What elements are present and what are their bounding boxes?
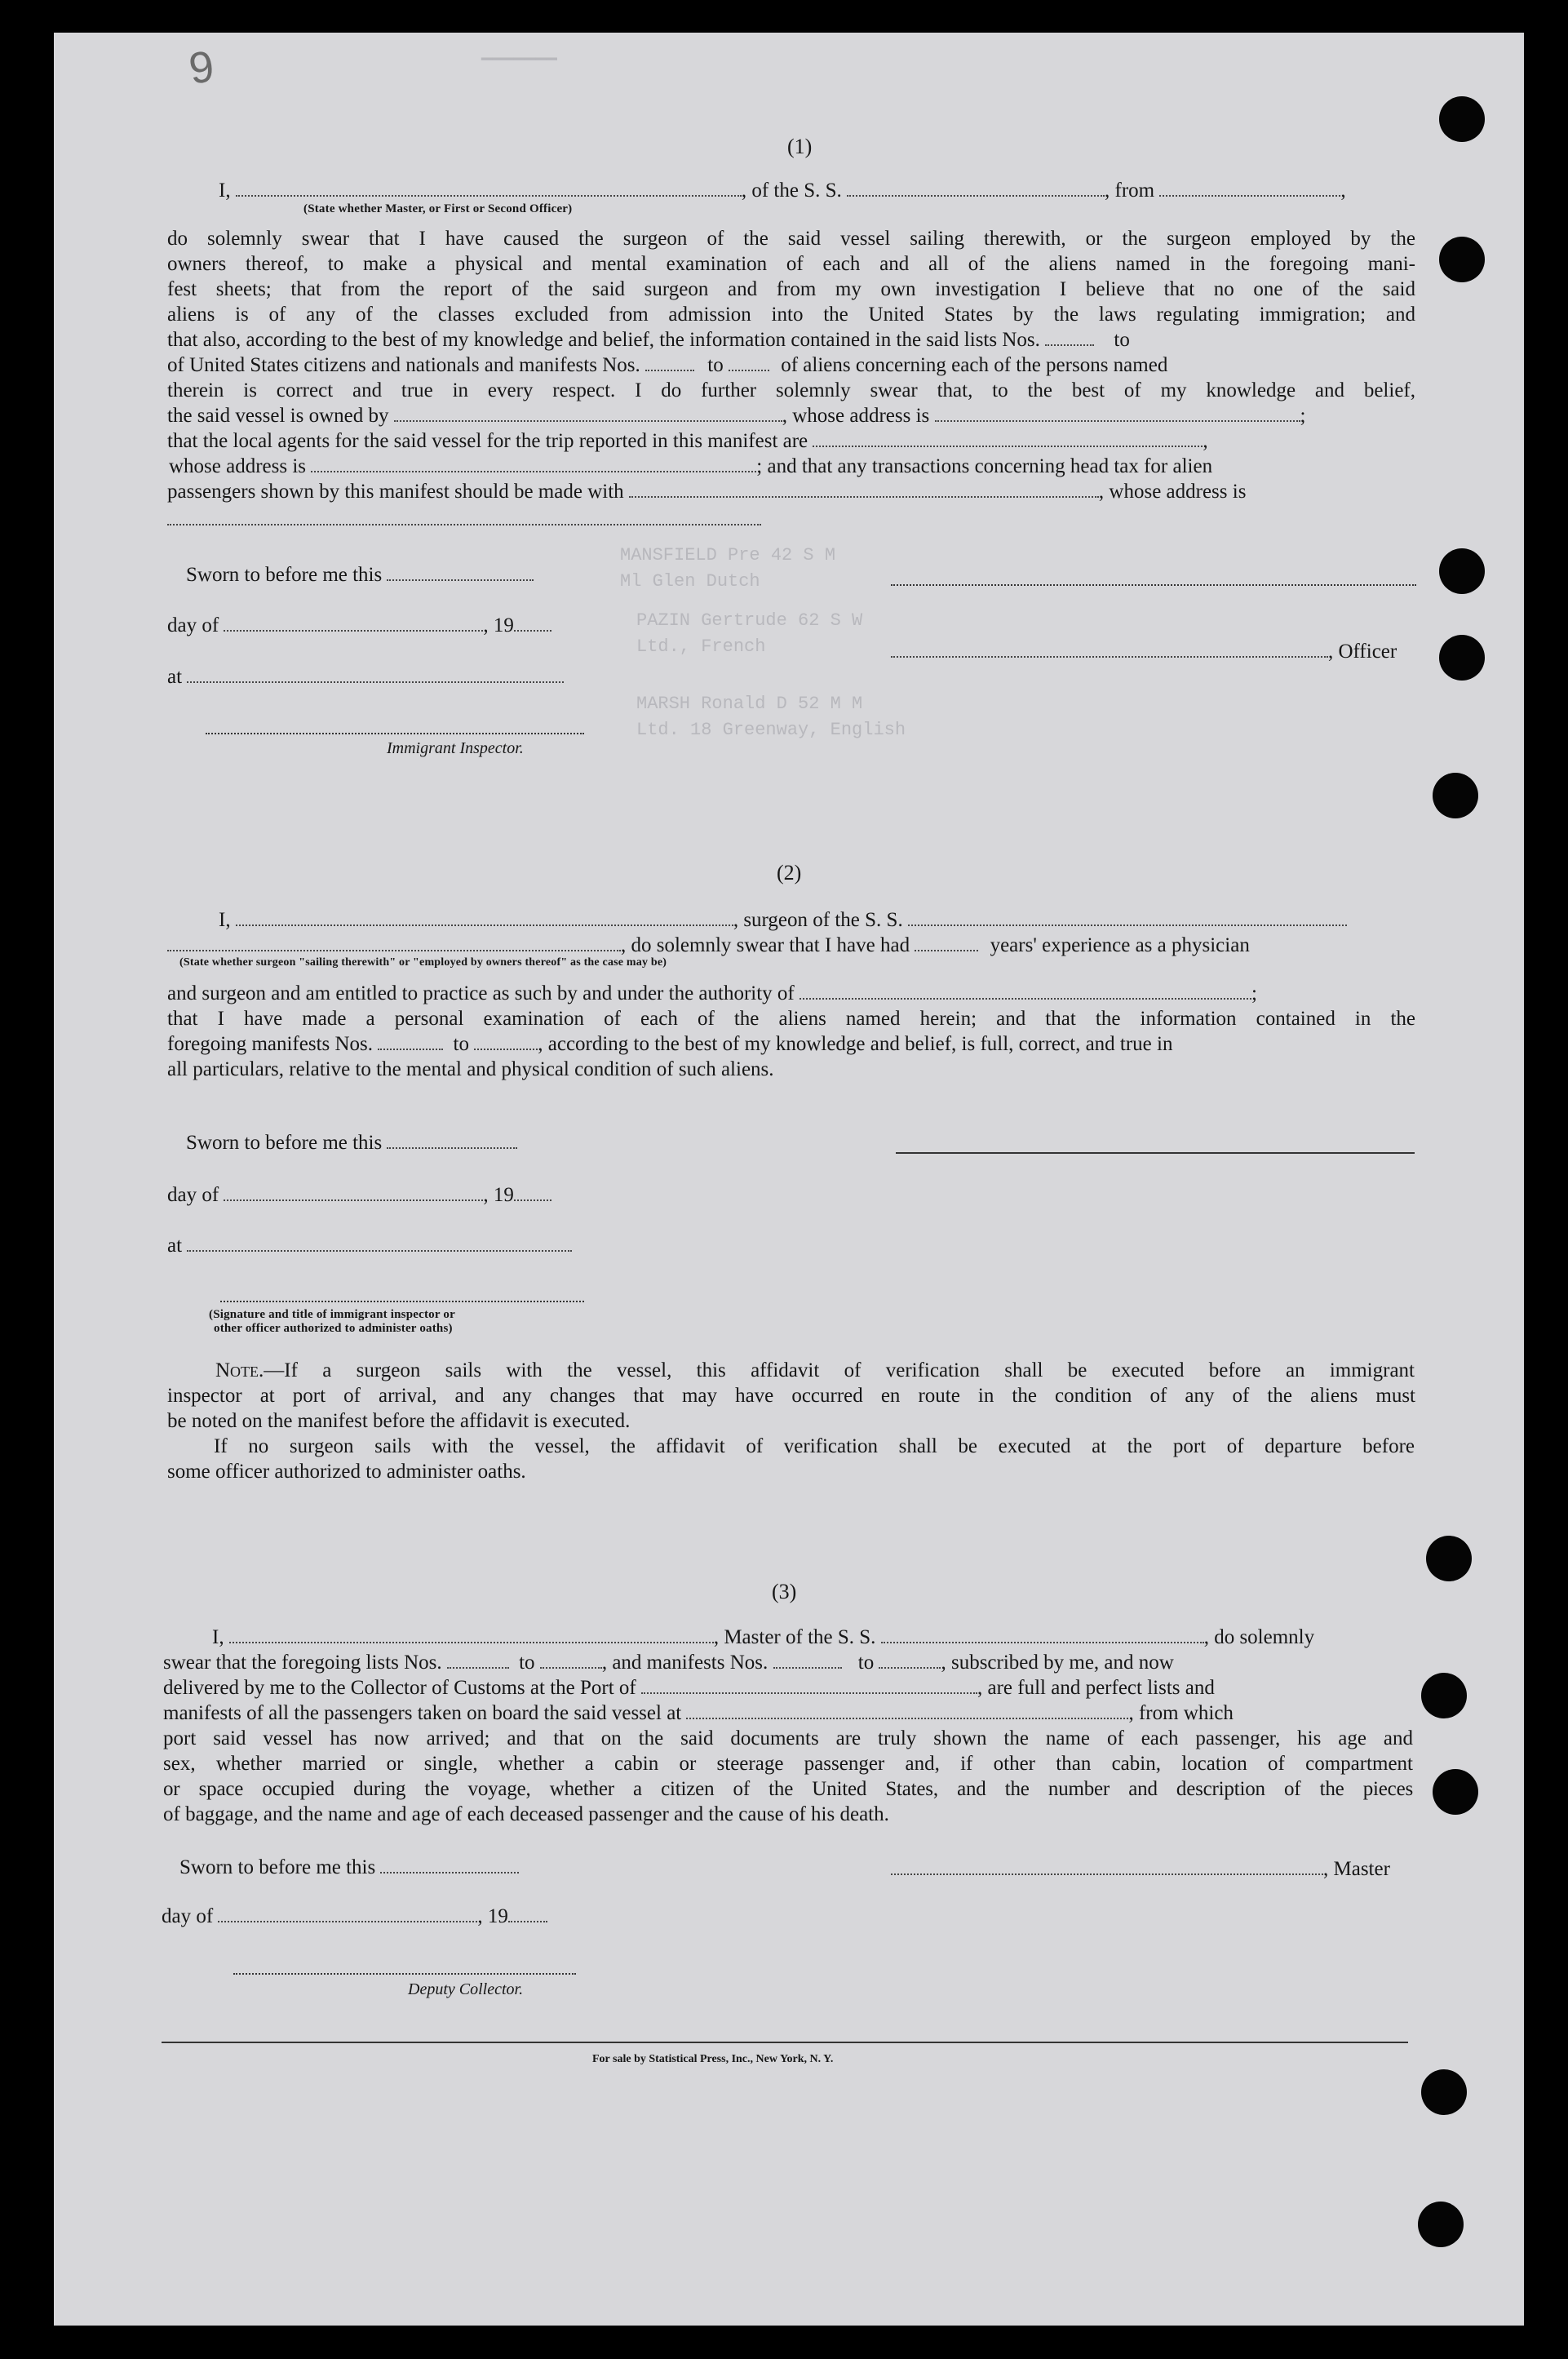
s1-line-1: I, , of the S. S. , from ,: [219, 180, 1346, 202]
s1-officer-caption: (State whether Master, or First or Second Officer): [303, 202, 573, 215]
bleed-through-text: Ml Glen Dutch: [620, 571, 760, 592]
s2-authority-blank[interactable]: [800, 982, 1251, 1000]
s1-line-8: therein is correct and true in every respect. I do further solemnly swear that, to the best of my knowledge and belief,: [167, 379, 1415, 401]
s2-note-line-1: Note.—If a surgeon sails with the vessel, this affidavit of verification shall be executed before an immigrant: [215, 1359, 1415, 1381]
punch-hole: [1439, 96, 1485, 142]
s2-signature-caption-2: other officer authorized to administer oaths): [214, 1322, 453, 1335]
s2-line-2: , do solemnly swear that I have had years' experience as a physician: [167, 933, 1415, 958]
s3-collector-label: Deputy Collector.: [408, 1980, 524, 1998]
s3-line-7: or space occupied during the voyage, whether a citizen of the United States, and the number and description of the pieces: [163, 1778, 1413, 1800]
s3-master-signature-blank[interactable]: [891, 1857, 1323, 1875]
s3-collector-signature-line[interactable]: [233, 1973, 576, 1975]
punch-hole: [1426, 1536, 1472, 1581]
punch-hole: [1433, 773, 1478, 818]
s1-from-blank[interactable]: [1159, 179, 1340, 197]
s3-port-blank[interactable]: [641, 1676, 977, 1694]
bleed-through-text: ▔▔▔▔▔▔▔: [481, 60, 557, 80]
s1-line-2: do solemnly swear that I have caused the surgeon of the said vessel sailing therewith, or the surgeon employed by the: [167, 228, 1415, 250]
s2-inspector-signature-line[interactable]: [220, 1301, 584, 1302]
s1-agents-address-blank[interactable]: [311, 455, 756, 472]
s1-month-blank[interactable]: [224, 614, 483, 632]
s1-lists-from-blank[interactable]: [1045, 328, 1094, 346]
s1-line-12: passengers shown by this manifest should be made with , whose address is: [167, 481, 1247, 503]
s2-line-3: and surgeon and am entitled to practice as such by and under the authority of ;: [167, 982, 1257, 1004]
punch-hole: [1421, 2069, 1467, 2115]
s1-inspector-signature-line[interactable]: [206, 733, 584, 734]
s2-vessel-blank[interactable]: [908, 908, 1347, 926]
s3-line-5: port said vessel has now arrived; and that on the said documents are truly shown the name of each passenger, his age and: [163, 1727, 1413, 1749]
s1-day-of: day of , 19: [167, 614, 551, 637]
s2-status-caption: (State whether surgeon "sailing therewith" or "employed by owners thereof" as the case may be): [179, 956, 667, 969]
s1-head-tax-address-blank[interactable]: [167, 508, 761, 525]
s2-manifest-to-blank[interactable]: [474, 1032, 538, 1050]
s1-manifest-to-blank[interactable]: [729, 353, 769, 371]
bleed-through-text: Ltd. 18 Greenway, English: [636, 720, 906, 740]
s2-day-of: day of , 19: [167, 1183, 551, 1207]
s1-line-5: aliens is of any of the classes excluded from admission into the United States by the laws regulating immigration; and: [167, 304, 1415, 326]
s1-officer-blank[interactable]: [236, 179, 742, 197]
s2-note-line-3: be noted on the manifest before the affidavit is executed.: [167, 1410, 631, 1432]
s1-at-blank[interactable]: [187, 665, 564, 683]
s1-manifest-from-blank[interactable]: [645, 353, 694, 371]
s3-line-2: swear that the foregoing lists Nos. to , and manifests Nos. to , subscribed by me, and now: [163, 1652, 1174, 1674]
s2-sworn: Sworn to before me this: [186, 1131, 517, 1155]
bleed-through-text: PAZIN Gertrude 62 S W: [636, 610, 863, 631]
s1-owner-blank[interactable]: [394, 404, 782, 422]
s2-manifest-from-blank[interactable]: [378, 1032, 443, 1050]
s1-master-signature-line[interactable]: [891, 584, 1416, 586]
s2-line-5: foregoing manifests Nos. to , according to the best of my knowledge and belief, is full, correct, and true in: [167, 1033, 1173, 1055]
s3-master-name-blank[interactable]: [229, 1625, 714, 1643]
s2-signature-caption-1: (Signature and title of immigrant inspector or: [209, 1308, 455, 1321]
s2-sworn-day-blank[interactable]: [387, 1131, 517, 1149]
s2-note-line-4: If no surgeon sails with the vessel, the affidavit of verification shall be executed at the port of departure before: [214, 1435, 1415, 1457]
s3-line-8: of baggage, and the name and age of each deceased passenger and the cause of his death.: [163, 1803, 889, 1825]
footer-rule: [162, 2042, 1408, 2043]
s1-sworn-day-blank[interactable]: [387, 563, 534, 581]
s3-lists-to-blank[interactable]: [540, 1651, 602, 1669]
footer-imprint: For sale by Statistical Press, Inc., New York, N. Y.: [592, 2053, 834, 2065]
s2-line-1: I, , surgeon of the S. S.: [219, 907, 1415, 933]
punch-hole: [1433, 1769, 1478, 1815]
s1-inspector-label: Immigrant Inspector.: [387, 739, 524, 757]
s2-status-blank[interactable]: [167, 933, 621, 951]
s1-vessel-blank[interactable]: [847, 179, 1105, 197]
punch-hole: [1421, 1673, 1467, 1718]
s1-line-7: of United States citizens and nationals and manifests Nos. to of aliens concerning each of the persons named: [167, 354, 1168, 376]
punch-hole: [1418, 2202, 1464, 2247]
s3-embark-port-blank[interactable]: [686, 1701, 1128, 1719]
s2-line-4: that I have made a personal examination of each of the aliens named herein; and that the information contained in the: [167, 1008, 1415, 1030]
punch-hole: [1439, 237, 1485, 282]
s1-year-blank[interactable]: [514, 614, 551, 632]
s3-line-6: sex, whether married or single, whether a cabin or steerage passenger and, if other than cabin, location of compartment: [163, 1753, 1413, 1775]
section-1-title: (1): [787, 135, 813, 158]
s2-month-blank[interactable]: [224, 1183, 483, 1201]
s2-at-blank[interactable]: [187, 1234, 572, 1252]
s2-years-blank[interactable]: [915, 933, 978, 951]
section-2-title: (2): [777, 861, 802, 885]
s3-manifest-to-blank[interactable]: [879, 1651, 941, 1669]
s1-line-10: that the local agents for the said vessel for the trip reported in this manifest are ,: [167, 430, 1208, 452]
s3-year-blank[interactable]: [508, 1904, 547, 1922]
s1-line-3: owners thereof, to make a physical and mental examination of each and all of the aliens named in the foregoing mani-: [167, 253, 1415, 275]
s1-officer-signature-blank[interactable]: [891, 640, 1328, 658]
bleed-through-text: Ltd., French: [636, 636, 766, 657]
page-mark: 9: [185, 42, 218, 94]
s1-line-4: fest sheets; that from the report of the said surgeon and from my own investigation I believe that no one of the said: [167, 278, 1415, 300]
s1-head-tax-blank[interactable]: [629, 480, 1099, 498]
bleed-through-text: MANSFIELD Pre 42 S M: [620, 545, 836, 565]
s1-agents-blank[interactable]: [813, 429, 1203, 447]
punch-hole: [1439, 548, 1485, 594]
s3-sworn: Sworn to before me this: [179, 1856, 519, 1879]
bleed-through-text: MARSH Ronald D 52 M M: [636, 694, 863, 714]
section-3-title: (3): [772, 1580, 797, 1603]
s3-master-line: , Master: [891, 1857, 1390, 1881]
s3-month-blank[interactable]: [218, 1904, 477, 1922]
punch-hole: [1439, 635, 1485, 681]
s1-at: at: [167, 665, 564, 689]
s2-note-line-5: some officer authorized to administer oaths.: [167, 1461, 526, 1483]
s1-officer-line: , Officer: [891, 640, 1397, 663]
s3-line-1: I, , Master of the S. S. , do solemnly: [212, 1626, 1315, 1648]
s3-day-of: day of , 19: [162, 1904, 547, 1928]
s1-line-11: whose address is ; and that any transactions concerning head tax for alien: [169, 455, 1213, 477]
s1-owner-address-blank[interactable]: [935, 404, 1300, 422]
s2-year-blank[interactable]: [514, 1183, 551, 1201]
s2-surgeon-signature-line[interactable]: [896, 1152, 1415, 1154]
s3-lists-from-blank[interactable]: [447, 1651, 509, 1669]
s3-line-3: delivered by me to the Collector of Customs at the Port of , are full and perfect lists and: [163, 1677, 1215, 1699]
s2-surgeon-name-blank[interactable]: [236, 908, 733, 926]
s1-line-9: the said vessel is owned by , whose address is ;: [167, 405, 1306, 427]
s2-at: at: [167, 1234, 572, 1257]
s2-line-6: all particulars, relative to the mental and physical condition of such aliens.: [167, 1058, 774, 1080]
s3-manifest-from-blank[interactable]: [773, 1651, 842, 1669]
s3-line-4: manifests of all the passengers taken on board the said vessel at , from which: [163, 1702, 1234, 1724]
s3-vessel-blank[interactable]: [881, 1625, 1204, 1643]
s1-sworn: Sworn to before me this: [186, 563, 534, 587]
s1-line-6: that also, according to the best of my knowledge and belief, the information contained in the said lists Nos. to: [167, 329, 1130, 351]
s2-note-line-2: inspector at port of arrival, and any changes that may have occurred en route in the condition of any of the aliens must: [167, 1385, 1415, 1407]
s3-sworn-day-blank[interactable]: [380, 1856, 519, 1873]
